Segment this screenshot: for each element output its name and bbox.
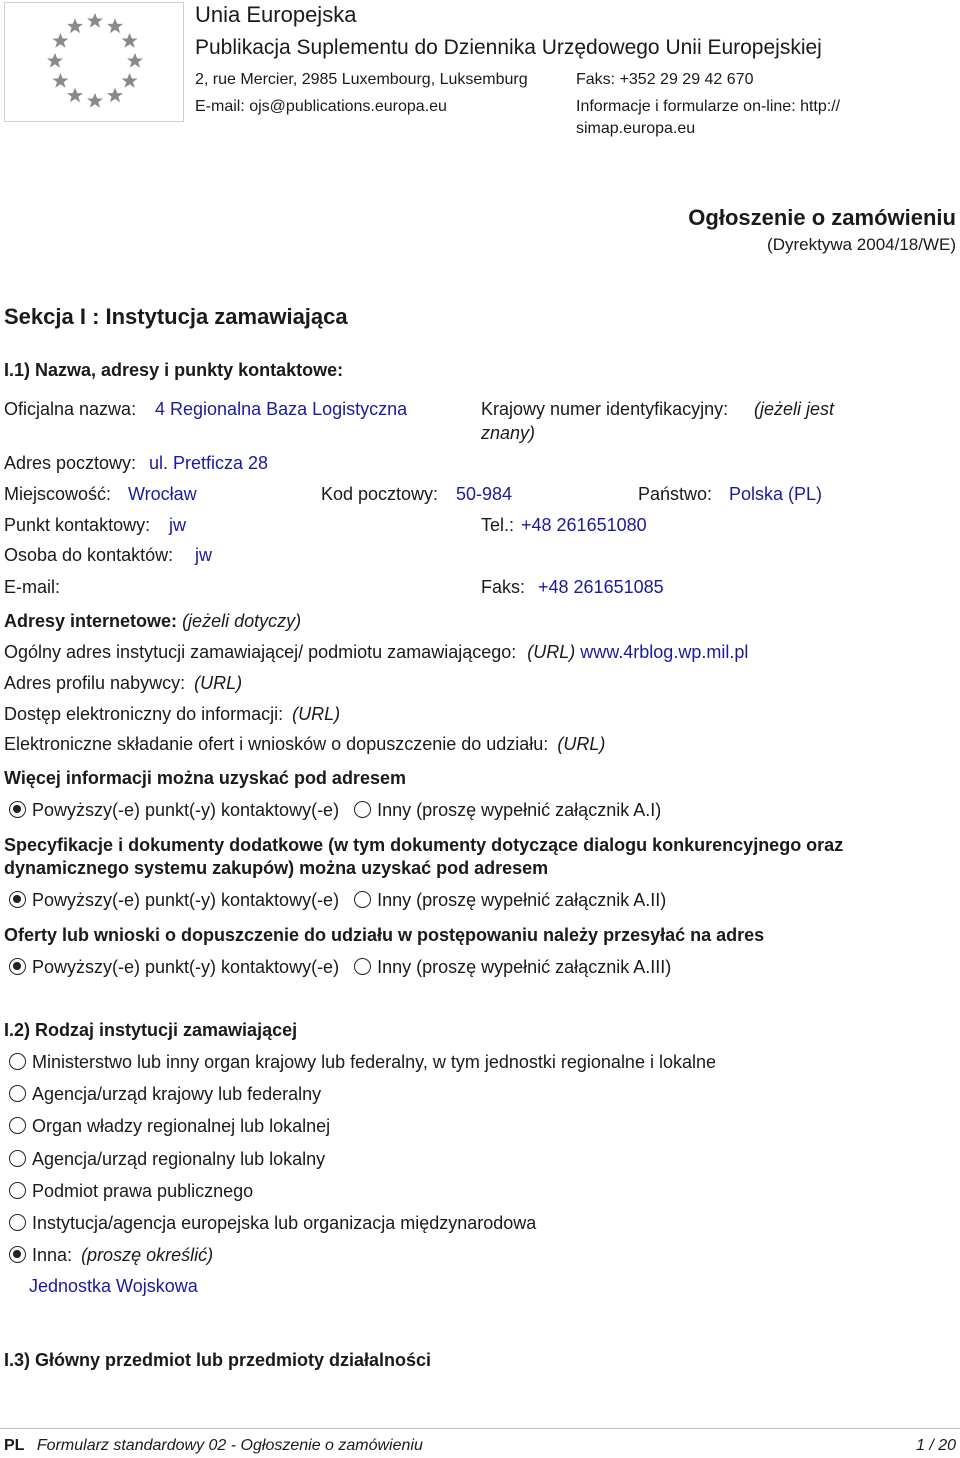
radio-type-regional-authority[interactable] <box>9 1117 26 1134</box>
more-info-options <box>9 800 661 821</box>
subsection-i1: I.1) Nazwa, adresy i punkty kontaktowe: <box>4 360 344 380</box>
type-label-3: Agencja/urząd regionalny lub lokalny <box>32 1149 326 1169</box>
eu-stars-icon <box>5 3 185 123</box>
star-icon <box>107 18 123 33</box>
header-publication: Publikacja Suplementu do Dziennika Urzędowego Unii Europejskiej <box>195 36 822 59</box>
specs-options <box>9 890 666 911</box>
type-label-4: Podmiot prawa publicznego <box>32 1181 254 1201</box>
subsection-i3: I.3) Główny przedmiot lub przedmioty działalności <box>4 1350 432 1370</box>
url-hint: (URL) <box>292 704 341 724</box>
type-other-value: Jednostka Wojskowa <box>29 1276 198 1296</box>
star-icon <box>122 33 138 48</box>
electronic-access-row <box>4 704 340 725</box>
type-option-3 <box>9 1149 325 1170</box>
header-email: E-mail: ojs@publications.europa.eu <box>195 98 447 115</box>
buyer-profile-row <box>4 673 242 694</box>
radio-offers-other[interactable] <box>354 958 371 975</box>
radio-type-national-agency[interactable] <box>9 1085 26 1102</box>
type-option-5 <box>9 1213 536 1234</box>
star-icon <box>127 53 143 68</box>
specs-heading-line2: dynamicznego systemu zakupów) można uzyskać pod adresem <box>4 858 549 878</box>
offers-opt1: Powyższy(-e) punkt(-y) kontaktowy(-e) <box>32 957 340 977</box>
radio-type-other[interactable] <box>9 1246 26 1263</box>
type-label-5: Instytucja/agencja europejska lub organizacja międzynarodowa <box>32 1213 537 1233</box>
type-option-1 <box>9 1084 321 1105</box>
general-addr-row <box>4 642 748 663</box>
notice-title: Ogłoszenie o zamówieniu <box>688 205 956 230</box>
type-other-label: Inna: <box>32 1245 73 1265</box>
radio-type-regional-agency[interactable] <box>9 1150 26 1167</box>
contact-point-value: jw <box>169 515 186 535</box>
header-info-line1: Informacje i formularze on-line: http:// <box>576 98 841 115</box>
radio-more-info-contact[interactable] <box>9 801 26 818</box>
electronic-submission-row <box>4 734 605 755</box>
internet-hint: (jeżeli dotyczy) <box>182 611 302 631</box>
radio-type-european-institution[interactable] <box>9 1214 26 1231</box>
url-hint: (URL) <box>527 642 576 662</box>
radio-type-public-law-body[interactable] <box>9 1182 26 1199</box>
tel-label: Tel.: <box>481 515 515 535</box>
url-hint: (URL) <box>557 734 606 754</box>
subsection-i2: I.2) Rodzaj instytucji zamawiającej <box>4 1020 298 1040</box>
specs-opt2: Inny (proszę wypełnić załącznik A.II) <box>377 890 667 910</box>
type-option-other <box>9 1245 213 1266</box>
star-icon <box>52 73 68 88</box>
internet-label: Adresy internetowe: <box>4 611 178 631</box>
star-icon <box>107 88 123 103</box>
offers-opt2: Inny (proszę wypełnić załącznik A.III) <box>377 957 672 977</box>
official-name-label: Oficjalna nazwa: <box>4 399 137 419</box>
radio-type-ministry[interactable] <box>9 1053 26 1070</box>
postcode-value: 50-984 <box>456 484 513 504</box>
national-id-hint-2: znany) <box>481 423 536 443</box>
footer <box>4 1437 423 1455</box>
general-addr-value[interactable]: www.4rblog.wp.mil.pl <box>580 642 749 662</box>
radio-specs-contact[interactable] <box>9 891 26 908</box>
type-option-2 <box>9 1116 330 1137</box>
email-label: E-mail: <box>4 577 61 597</box>
tel-value: +48 261651080 <box>521 515 647 535</box>
radio-specs-other[interactable] <box>354 891 371 908</box>
radio-more-info-other[interactable] <box>354 801 371 818</box>
specs-opt1: Powyższy(-e) punkt(-y) kontaktowy(-e) <box>32 890 340 910</box>
general-addr-label: Ogólny adres instytucji zamawiającej/ podmiotu zamawiającego: <box>4 642 517 662</box>
footer-lang: PL <box>4 1437 25 1454</box>
more-info-opt1: Powyższy(-e) punkt(-y) kontaktowy(-e) <box>32 800 340 820</box>
specs-heading-line1: Specyfikacje i dokumenty dodatkowe (w tym dokumenty dotyczące dialogu konkurencyjnego oraz <box>4 835 844 855</box>
section-heading: Sekcja I : Instytucja zamawiająca <box>4 304 348 329</box>
star-icon <box>87 13 103 28</box>
more-info-opt2: Inny (proszę wypełnić załącznik A.I) <box>377 800 662 820</box>
star-icon <box>67 18 83 33</box>
footer-page: 1 / 20 <box>915 1437 956 1454</box>
header-fax: Faks: +352 29 29 42 670 <box>576 71 754 88</box>
town-label: Miejscowość: <box>4 484 112 504</box>
radio-offers-contact[interactable] <box>9 958 26 975</box>
star-icon <box>47 53 63 68</box>
national-id-label: Krajowy numer identyfikacyjny: <box>481 399 729 419</box>
postcode-label: Kod pocztowy: <box>321 484 439 504</box>
fax-label: Faks: <box>481 577 526 597</box>
buyer-profile-label: Adres profilu nabywcy: <box>4 673 186 693</box>
type-label-0: Ministerstwo lub inny organ krajowy lub federalny, w tym jednostki regionalne i lokalne <box>32 1052 716 1072</box>
contact-person-value: jw <box>195 545 212 565</box>
electronic-access-label: Dostęp elektroniczny do informacji: <box>4 704 284 724</box>
notice-directive: (Dyrektywa 2004/18/WE) <box>767 235 956 254</box>
eu-logo <box>4 2 184 122</box>
star-icon <box>52 33 68 48</box>
star-icon <box>67 88 83 103</box>
country-value: Polska (PL) <box>729 484 823 504</box>
internet-row <box>4 611 301 632</box>
type-label-1: Agencja/urząd krajowy lub federalny <box>32 1084 322 1104</box>
electronic-submission-label: Elektroniczne składanie ofert i wniosków o dopuszczenie do udziału: <box>4 734 549 754</box>
contact-person-label: Osoba do kontaktów: <box>4 545 174 565</box>
type-option-0 <box>9 1052 716 1073</box>
type-other-hint: (proszę określić) <box>81 1245 214 1265</box>
contact-point-label: Punkt kontaktowy: <box>4 515 151 535</box>
star-icon <box>87 93 103 108</box>
country-label: Państwo: <box>638 484 713 504</box>
fax-value: +48 261651085 <box>538 577 664 597</box>
official-name-value: 4 Regionalna Baza Logistyczna <box>155 399 408 419</box>
type-label-2: Organ władzy regionalnej lub lokalnej <box>32 1116 331 1136</box>
header-org: Unia Europejska <box>195 2 357 27</box>
star-icon <box>122 73 138 88</box>
offers-options <box>9 957 671 978</box>
url-hint: (URL) <box>194 673 243 693</box>
postal-label: Adres pocztowy: <box>4 453 137 473</box>
offers-heading: Oferty lub wnioski o dopuszczenie do udziału w postępowaniu należy przesyłać na adres <box>4 925 765 945</box>
header-address: 2, rue Mercier, 2985 Luxembourg, Luksemburg <box>195 71 528 88</box>
national-id-hint-1: (jeżeli jest <box>754 399 835 419</box>
more-info-heading: Więcej informacji można uzyskać pod adresem <box>4 768 406 788</box>
footer-form: Formularz standardowy 02 - Ogłoszenie o zamówieniu <box>36 1437 423 1454</box>
header-info-line2: simap.europa.eu <box>576 120 696 137</box>
type-option-4 <box>9 1181 253 1202</box>
town-value: Wrocław <box>128 484 197 504</box>
postal-value: ul. Pretficza 28 <box>149 453 269 473</box>
footer-divider <box>0 1428 960 1429</box>
